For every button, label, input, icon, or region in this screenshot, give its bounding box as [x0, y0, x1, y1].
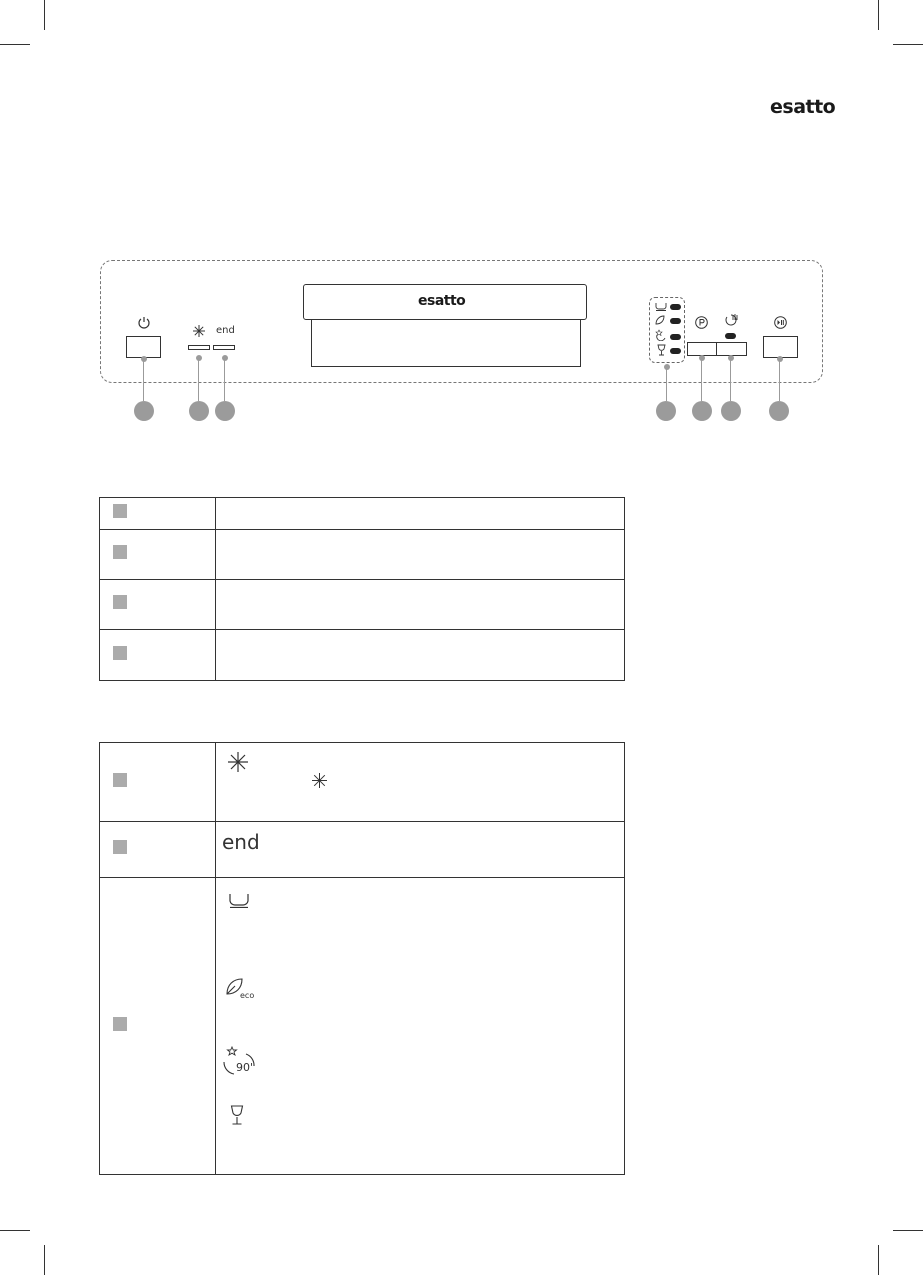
- glass-icon: [230, 1105, 244, 1125]
- rinse-aid-indicator: [188, 345, 210, 350]
- table-row: [100, 580, 625, 630]
- callout-number-5: [692, 401, 712, 421]
- indicators-table: [99, 742, 625, 1175]
- start-pause-button[interactable]: [763, 336, 798, 358]
- start-pause-icon: [774, 316, 787, 329]
- glass-icon: [657, 344, 666, 356]
- glass-led: [670, 348, 681, 354]
- rinse-aid-icon: [228, 752, 248, 772]
- item-marker: [113, 646, 127, 660]
- display-logo: esatto: [418, 293, 466, 309]
- rinse-aid-icon: [193, 325, 205, 337]
- crop-mark: [893, 44, 923, 45]
- crop-mark: [878, 0, 879, 30]
- eco-icon: [655, 315, 667, 326]
- power-icon: [137, 316, 151, 330]
- delay-start-button[interactable]: [716, 342, 747, 356]
- buttons-table: [99, 497, 625, 681]
- crop-mark: [0, 44, 30, 45]
- item-marker: [113, 504, 127, 518]
- callout-number-4: [656, 401, 676, 421]
- crop-mark: [893, 1230, 923, 1231]
- rapid-led: [670, 334, 681, 340]
- table-row: [100, 743, 625, 822]
- delay-led: [725, 333, 736, 339]
- rapid-90-label: 90': [236, 1061, 254, 1074]
- daily-icon: [228, 892, 250, 908]
- callout-line: [779, 360, 780, 401]
- item-marker: [113, 840, 127, 854]
- delay-start-icon: [724, 313, 738, 327]
- crop-mark: [0, 1230, 30, 1231]
- callout-number-1: [134, 401, 154, 421]
- callout-number-6: [721, 401, 741, 421]
- item-marker: [113, 773, 127, 787]
- table-row: [100, 878, 625, 1175]
- end-symbol: end: [222, 830, 260, 854]
- program-button[interactable]: [687, 342, 717, 356]
- end-indicator: [213, 345, 235, 350]
- callout-number-2: [189, 401, 209, 421]
- item-marker: [113, 1017, 127, 1031]
- daily-led: [670, 304, 681, 310]
- program-icon: [695, 316, 708, 329]
- brand-logo: esatto: [770, 96, 836, 118]
- callout-number-3: [215, 401, 235, 421]
- callout-line: [198, 359, 199, 401]
- rapid-90-icon: [655, 329, 667, 341]
- callout-number-7: [769, 401, 789, 421]
- callout-line: [224, 359, 225, 401]
- item-marker: [113, 545, 127, 559]
- crop-mark: [44, 1245, 45, 1275]
- display-screen: [311, 320, 581, 367]
- rinse-aid-icon-inline: [312, 773, 327, 788]
- crop-mark: [878, 1245, 879, 1275]
- table-row: [100, 530, 625, 580]
- item-marker: [113, 595, 127, 609]
- daily-icon: [655, 302, 667, 311]
- table-row: [100, 630, 625, 681]
- callout-line: [701, 359, 702, 401]
- callout-line: [666, 368, 667, 401]
- eco-label: eco: [240, 991, 255, 1000]
- table-row: [100, 498, 625, 530]
- table-row: [100, 822, 625, 878]
- end-label: end: [216, 325, 235, 336]
- eco-led: [670, 318, 681, 324]
- crop-mark: [44, 0, 45, 30]
- callout-line: [143, 360, 144, 401]
- power-button[interactable]: [126, 336, 161, 358]
- callout-line: [730, 359, 731, 401]
